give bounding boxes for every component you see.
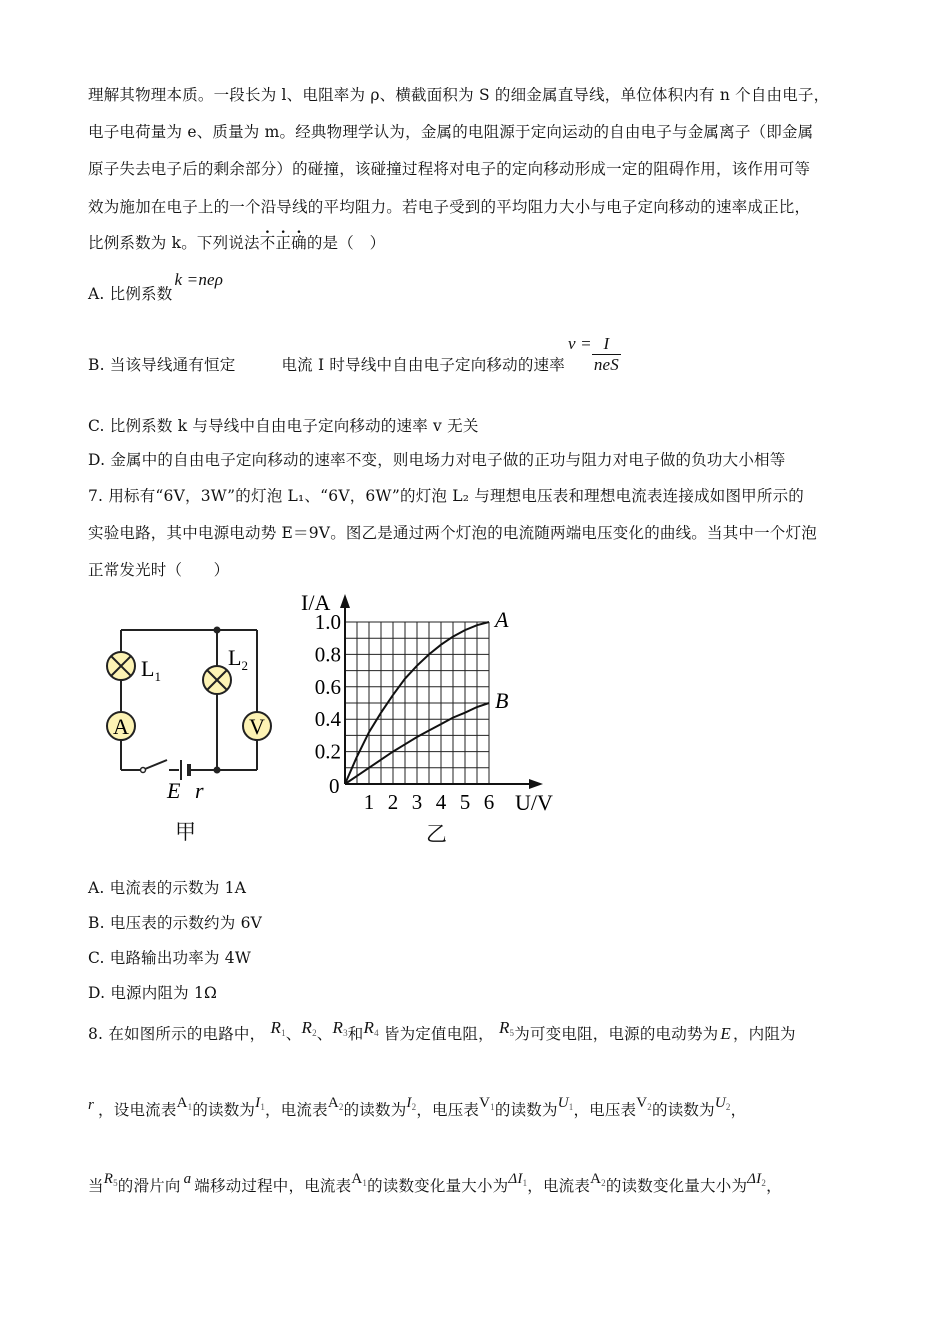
q8-text: 皆为定值电阻， [383, 1025, 494, 1043]
lamp-L1-label: $L_1$ [141, 656, 161, 684]
q8-text: 的读数为 [494, 1101, 558, 1119]
x-tick-label: 5 [459, 790, 471, 814]
lamp-L2-label: $L_2$ [228, 645, 248, 673]
lamp-L1-icon [107, 652, 135, 680]
q8-text: ，电压表 [573, 1101, 637, 1119]
q6-option-b [88, 328, 621, 374]
junction-bottom [214, 767, 221, 774]
y-tick-label: 1.0 [314, 610, 341, 634]
internal-resistance-label: r [195, 778, 204, 803]
emphasis-char-3: 确 [291, 234, 307, 252]
symbol-U1: $U_1$ [557, 1095, 574, 1112]
switch-contact [141, 768, 146, 773]
q6-option-b-lhs: v = [567, 333, 592, 353]
q8-text: 的读数变化量大小为 [605, 1177, 748, 1195]
x-axis-arrow-icon [529, 779, 543, 789]
q6-option-c: C. 比例系数 k 与导线中自由电子定向移动的速率 v 无关 [88, 417, 479, 435]
iu-chart [295, 588, 575, 818]
y-tick-label: 0.4 [314, 707, 341, 732]
q7-option-b: B. 电压表的示数约为 6V [88, 914, 263, 932]
q6-text-line-2: 电子电荷量为 e、质量为 m。经典物理学认为，金属的电阻源于定向运动的自由电子与金属离子（即金属 [88, 123, 814, 141]
x-tick-label: 1 [363, 790, 375, 814]
circuit-caption: 甲 [175, 820, 196, 844]
q8-text: ，电压表 [416, 1101, 480, 1119]
symbol-R3: $R_3$ [332, 1018, 348, 1038]
q6-option-d: D. 金属中的自由电子定向移动的速率不变，则电场力对电子做的正功与阻力对电子做的负功大小相等 [88, 451, 786, 469]
switch-arm [145, 760, 167, 769]
symbol-I2: $I_2$ [406, 1095, 417, 1112]
emphasis-char-2: 正 [275, 234, 292, 252]
q6-stem-tail: 的是（ ） [306, 234, 386, 252]
voltmeter-label: V [249, 714, 265, 739]
series-B-label: B [495, 688, 509, 713]
q6-option-b-text-2: 电流 I 时导线中自由电子定向移动的速率 [281, 355, 565, 374]
symbol-I1: $I_1$ [255, 1095, 266, 1112]
q8-text-line-1 [88, 1018, 796, 1044]
q6-text-line-3: 原子失去电子后的剩余部分）的碰撞，该碰撞过程将对电子的定向移动形成一定的阻碍作用，该作用可等 [88, 160, 811, 178]
q8-text: 当 [88, 1177, 104, 1195]
ammeter-label: A [113, 714, 129, 739]
emphasis-char-1: 不 [259, 234, 276, 252]
q6-option-b-text-1: B. 当该导线通有恒定 [88, 355, 236, 374]
lamp-L2-icon [203, 666, 231, 694]
fraction-denominator: neS [593, 355, 619, 374]
q6-stem-end: 比例系数为 k。下列说法 [88, 234, 260, 252]
chart-grid [345, 622, 489, 784]
chart-caption: 乙 [426, 822, 447, 846]
q8-text: 的读数为 [192, 1101, 256, 1119]
q6-option-a-text: A. 比例系数 [88, 285, 173, 303]
q8-text: ，电流表 [265, 1101, 328, 1119]
x-tick-label: 4 [435, 790, 447, 814]
q8-text-line-3 [88, 1171, 782, 1196]
q6-text-line-4: 效为施加在电子上的一个沿导线的平均阻力。若电子受到的平均阻力大小与电子定向移动的速率成正比， [88, 198, 811, 216]
symbol-V1: $V_1$ [479, 1095, 495, 1112]
q7-text-line-1: 7. 用标有“6V，3W”的灯泡 L₁、“6V，6W”的灯泡 L₂ 与理想电压表和理想电流表连接成如图甲所示的 [88, 487, 804, 505]
q7-option-a: A. 电流表的示数为 1A [88, 879, 247, 897]
symbol-A2: $A_2$ [327, 1095, 344, 1112]
y-tick-label: 0.8 [314, 642, 341, 667]
y-tick-label: 0.2 [314, 739, 341, 764]
x-axis-label: U/V [515, 790, 553, 815]
symbol-U2: $U_2$ [714, 1095, 731, 1112]
chart-curves [345, 607, 509, 784]
q8-text: 为可变电阻，电源的电动势为 [514, 1025, 719, 1043]
q7-text-line-2: 实验电路，其中电源电动势 E＝9V。图乙是通过两个灯泡的电流随两端电压变化的曲线。当其中一个灯泡 [88, 524, 817, 542]
symbol-delta-I1: $\Delta I_1$ [508, 1171, 528, 1188]
q8-text: 的滑片向 [117, 1177, 181, 1195]
q7-option-d: D. 电源内阻为 1Ω [88, 984, 218, 1002]
q8-intro: 8. 在如图所示的电路中， [88, 1025, 266, 1043]
y-tick-label: 0.6 [314, 674, 341, 699]
symbol-R2: $R_2$ [301, 1018, 317, 1038]
junction-top [214, 627, 221, 634]
fraction-numerator: I [592, 334, 621, 355]
q8-text: ，内阻为 [732, 1025, 796, 1043]
symbol-r: r [88, 1097, 95, 1113]
symbol-A1: $A_1$ [176, 1095, 193, 1112]
symbol-R5: $R_5$ [498, 1018, 515, 1038]
symbol-R1: $R_1$ [270, 1018, 286, 1038]
q6-option-b-fraction [592, 334, 621, 375]
symbol-a: a [183, 1171, 192, 1187]
q6-text-line-1: 理解其物理本质。一段长为 l、电阻率为 ρ、横截面积为 S 的细金属直导线，单位体积内有 n 个自由电子， [88, 86, 830, 104]
q6-option-a-formula: k =neρ [174, 270, 224, 289]
q7-text-line-3: 正常发光时（ ） [88, 561, 230, 579]
q8-text: 的读数为 [652, 1101, 715, 1119]
conjunction: 和 [347, 1025, 364, 1043]
symbol-A2: $A_2$ [590, 1171, 606, 1188]
q8-text: 的读数为 [343, 1101, 407, 1119]
y-axis-arrow-icon [340, 594, 350, 608]
symbol-R4: $R_4$ [363, 1018, 379, 1038]
q8-text: 端移动过程中，电流表 [194, 1177, 352, 1195]
separator: 、 [316, 1025, 333, 1043]
x-tick-label: 6 [483, 790, 495, 814]
q8-text: ，电流表 [527, 1177, 591, 1195]
q8-text: ， [730, 1101, 747, 1119]
q8-text-line-2 [88, 1095, 747, 1120]
symbol-A1: $A_1$ [351, 1171, 368, 1188]
symbol-R5: $R_5$ [103, 1171, 118, 1188]
emf-label: E [167, 778, 181, 803]
y-axis-label: I/A [301, 590, 331, 615]
symbol-V2: $V_2$ [636, 1095, 652, 1112]
origin-label: 0 [329, 774, 340, 798]
q8-text: 的读数变化量大小为 [367, 1177, 509, 1195]
series-A-label: A [495, 607, 509, 632]
x-tick-label: 3 [411, 790, 423, 814]
q8-text: ，设电流表 [98, 1101, 177, 1119]
symbol-E: E [720, 1024, 731, 1043]
q6-text-line-5 [88, 231, 385, 253]
separator: 、 [285, 1025, 302, 1043]
q7-option-c: C. 电路输出功率为 4W [88, 949, 251, 967]
q8-text: ， [766, 1177, 782, 1195]
q6-option-a [88, 268, 224, 303]
x-tick-label: 2 [387, 790, 399, 814]
symbol-delta-I2: $\Delta I_2$ [747, 1171, 767, 1188]
